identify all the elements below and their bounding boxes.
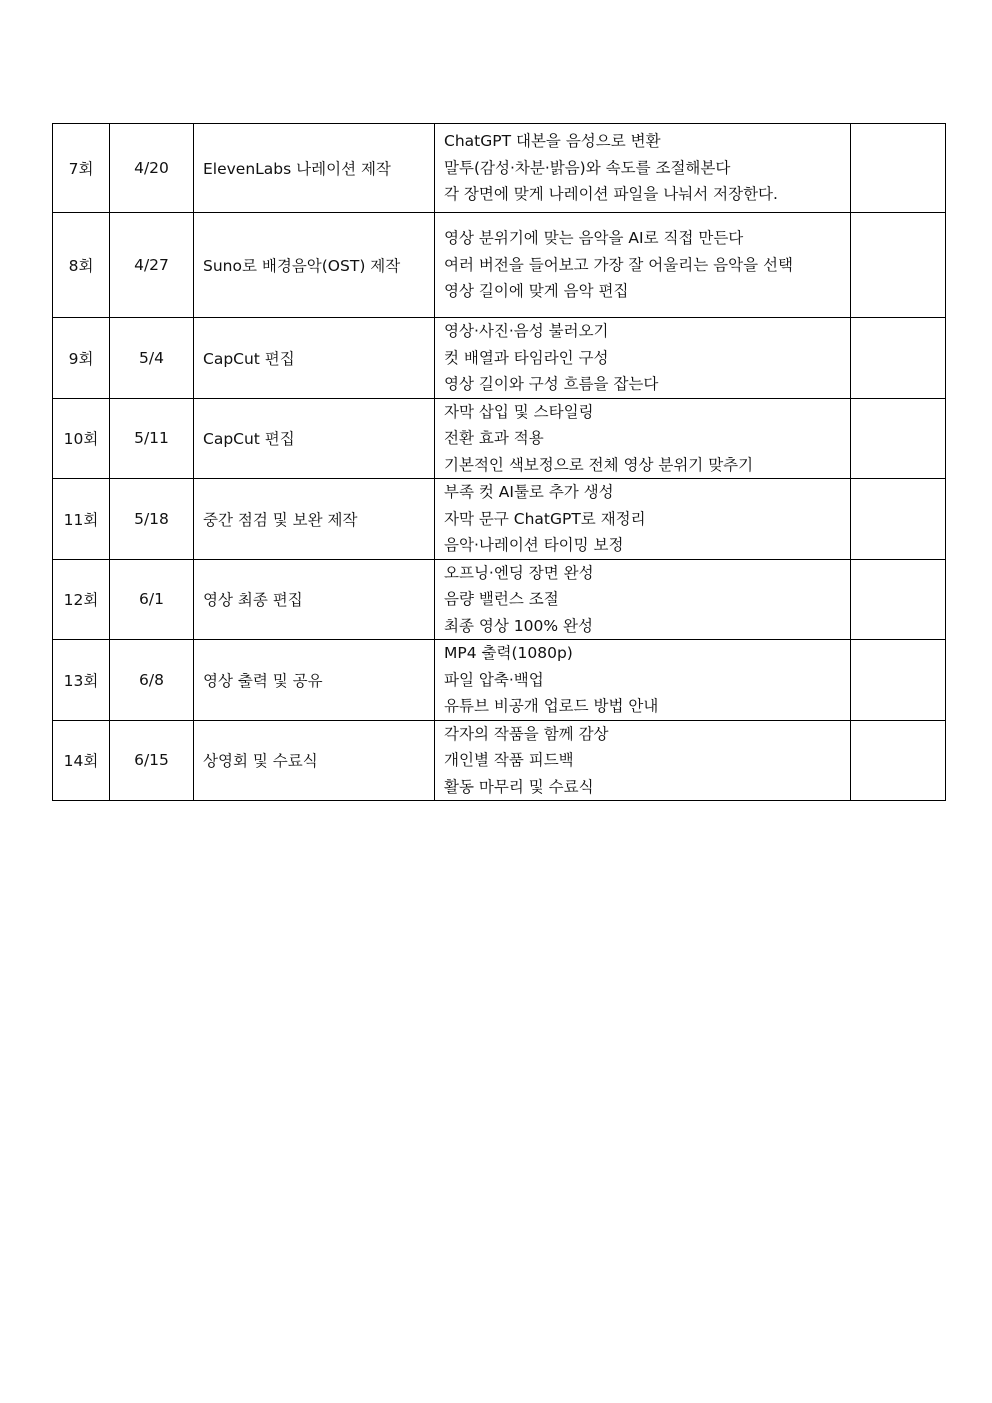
session-note (851, 318, 946, 399)
session-topic: ElevenLabs 나레이션 제작 (194, 124, 435, 213)
session-topic: 중간 점검 및 보완 제작 (194, 479, 435, 560)
session-content (435, 213, 851, 318)
session-content (435, 318, 851, 399)
content-line: 부족 컷 AI툴로 추가 생성 (444, 483, 614, 501)
session-content (435, 479, 851, 560)
content-line: 음악·나레이션 타이밍 보정 (444, 536, 624, 554)
session-content (435, 559, 851, 640)
session-topic: CapCut 편집 (194, 318, 435, 399)
session-topic: 상영회 및 수료식 (194, 720, 435, 801)
table-row (53, 720, 946, 801)
session-date: 4/20 (110, 124, 194, 213)
session-topic: 영상 출력 및 공유 (194, 640, 435, 721)
content-line: 말투(감성·차분·밝음)와 속도를 조절해본다 (444, 158, 731, 177)
session-number: 7회 (53, 124, 110, 213)
content-line: 각자의 작품을 함께 감상 (444, 724, 609, 743)
session-number: 12회 (53, 559, 110, 640)
session-date: 4/27 (110, 213, 194, 318)
table-row (53, 398, 946, 479)
session-number: 10회 (53, 398, 110, 479)
table-row (53, 124, 946, 213)
session-number: 14회 (53, 720, 110, 801)
session-date: 6/1 (110, 559, 194, 640)
session-topic: Suno로 배경음악(OST) 제작 (194, 213, 435, 318)
content-line: 기본적인 색보정으로 전체 영상 분위기 맞추기 (444, 455, 754, 474)
session-topic: 영상 최종 편집 (194, 559, 435, 640)
content-line: ChatGPT 대본을 음성으로 변환 (444, 132, 661, 151)
schedule-table (52, 123, 946, 801)
table-row (53, 213, 946, 318)
session-content (435, 398, 851, 479)
content-line: 개인별 작품 피드백 (444, 751, 574, 769)
content-line: 자막 삽입 및 스타일링 (444, 402, 594, 421)
content-line: 전환 효과 적용 (444, 429, 544, 447)
content-line: MP4 출력(1080p) (444, 644, 573, 662)
content-line: 영상·사진·음성 불러오기 (444, 322, 609, 340)
content-line: 유튜브 비공개 업로드 방법 안내 (444, 697, 659, 715)
session-content (435, 124, 851, 213)
table-row (53, 640, 946, 721)
session-date: 5/18 (110, 479, 194, 560)
content-line: 영상 분위기에 맞는 음악을 AI로 직접 만든다 (444, 229, 744, 248)
table-row (53, 559, 946, 640)
content-line: 영상 길이에 맞게 음악 편집 (444, 282, 629, 301)
content-line: 최종 영상 100% 완성 (444, 616, 593, 635)
content-line: 컷 배열과 타임라인 구성 (444, 348, 609, 367)
session-date: 5/4 (110, 318, 194, 399)
session-number: 11회 (53, 479, 110, 560)
session-content (435, 720, 851, 801)
session-date: 5/11 (110, 398, 194, 479)
session-number: 8회 (53, 213, 110, 318)
content-line: 활동 마무리 및 수료식 (444, 777, 594, 796)
content-line: 여러 버전을 들어보고 가장 잘 어울리는 음악을 선택 (444, 255, 793, 274)
session-note (851, 398, 946, 479)
session-date: 6/15 (110, 720, 194, 801)
session-date: 6/8 (110, 640, 194, 721)
session-content (435, 640, 851, 721)
session-note (851, 720, 946, 801)
content-line: 자막 문구 ChatGPT로 재정리 (444, 509, 646, 528)
content-line: 영상 길이와 구성 흐름을 잡는다 (444, 375, 659, 393)
session-note (851, 213, 946, 318)
session-number: 13회 (53, 640, 110, 721)
content-line: 각 장면에 맞게 나레이션 파일을 나눠서 저장한다. (444, 185, 778, 204)
session-note (851, 124, 946, 213)
session-note (851, 479, 946, 560)
table-row (53, 318, 946, 399)
table-row (53, 479, 946, 560)
content-line: 음량 밸런스 조절 (444, 590, 559, 608)
session-number: 9회 (53, 318, 110, 399)
session-note (851, 640, 946, 721)
content-line: 파일 압축·백업 (444, 670, 544, 689)
session-topic: CapCut 편집 (194, 398, 435, 479)
session-note (851, 559, 946, 640)
content-line: 오프닝·엔딩 장면 완성 (444, 563, 594, 582)
